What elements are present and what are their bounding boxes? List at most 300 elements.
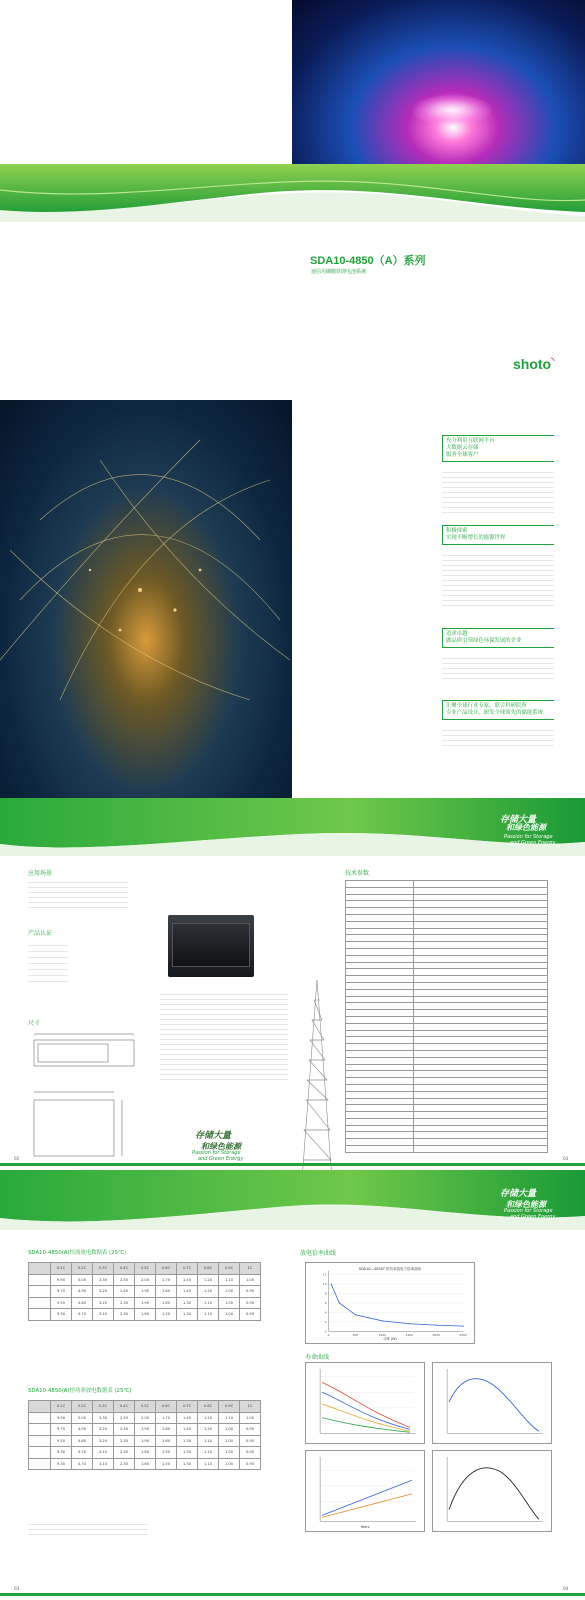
spec-cell xyxy=(346,914,414,921)
spec-cell xyxy=(414,969,548,976)
table-cell: 1.70 xyxy=(156,1412,177,1424)
intro-section-1 xyxy=(442,435,554,516)
spec-row xyxy=(346,1146,548,1153)
data-point xyxy=(339,1302,340,1303)
table-cell: 1.40 xyxy=(177,1424,198,1436)
table-cell: 1.30 xyxy=(177,1458,198,1470)
table-cell: 1.00 xyxy=(219,1297,240,1309)
spec-cell xyxy=(346,996,414,1003)
table-row xyxy=(29,1297,261,1309)
spec-cell xyxy=(346,1125,414,1132)
table-cell: 4.70 xyxy=(72,1458,93,1470)
intro-heading xyxy=(442,628,554,648)
table-cell: 1.10 xyxy=(219,1412,240,1424)
spec-cell xyxy=(346,881,414,888)
spec-cell xyxy=(346,942,414,949)
slogan-line: 和绿色能源 xyxy=(506,823,546,832)
row-header-cell xyxy=(29,1435,51,1447)
table-row xyxy=(29,1274,261,1286)
table-cell: 4.80 xyxy=(72,1297,93,1309)
series-subtitle: 通信用磷酸铁锂电池系统 xyxy=(311,269,367,275)
light-flare xyxy=(412,95,492,125)
table-cell: 2.40 xyxy=(114,1424,135,1436)
slogan-cn-page4 xyxy=(500,1186,546,1210)
spec-row xyxy=(346,996,548,1003)
curves-title: 放电倍率曲线 xyxy=(300,1250,337,1257)
intro-body-text xyxy=(442,551,554,609)
data-point xyxy=(382,1320,383,1321)
spec-cell xyxy=(414,908,548,915)
spec-row xyxy=(346,1057,548,1064)
spec-cell xyxy=(414,1023,548,1030)
slogan-line: Passion for Storage xyxy=(504,834,553,840)
table-cell: 1.50 xyxy=(156,1309,177,1321)
spec-cell xyxy=(346,928,414,935)
data-point xyxy=(355,1314,356,1315)
table-cell: 1.10 xyxy=(198,1297,219,1309)
spec-cell xyxy=(414,1044,548,1051)
logo-mark: ◝ xyxy=(551,356,555,365)
column-header-cell: 1C xyxy=(240,1263,261,1275)
table-cell: 0.90 xyxy=(240,1424,261,1436)
spec-cell xyxy=(346,989,414,996)
spec-cell xyxy=(346,1050,414,1057)
table1-wrapper xyxy=(28,1262,261,1321)
spec-row xyxy=(346,1105,548,1112)
dimension-title: 尺寸 xyxy=(28,1020,41,1027)
chart-xlabel: Years xyxy=(360,1525,370,1530)
row-header-cell xyxy=(29,1309,51,1321)
column-header-cell: 0.5C xyxy=(135,1263,156,1275)
table-cell: 1.90 xyxy=(135,1435,156,1447)
slogan-line: and Green Energy xyxy=(510,1214,556,1220)
chart-series xyxy=(331,1284,464,1327)
slogan-line: and Green Energy xyxy=(510,840,556,846)
table-cell: 3.30 xyxy=(93,1274,114,1286)
intro-heading xyxy=(442,435,554,462)
spec-row xyxy=(346,1125,548,1132)
power-discharge-chart xyxy=(305,1262,475,1344)
spec-cell xyxy=(414,887,548,894)
table-cell: 1.00 xyxy=(219,1309,240,1321)
table-cell: 3.10 xyxy=(93,1309,114,1321)
column-header-cell: 0.3C xyxy=(93,1401,114,1413)
spec-cell xyxy=(414,935,548,942)
network-lines xyxy=(0,400,292,800)
series-line xyxy=(331,1284,463,1326)
table-cell: 4.80 xyxy=(72,1435,93,1447)
table-cell: 3.20 xyxy=(93,1435,114,1447)
table-cell: 1.20 xyxy=(198,1412,219,1424)
column-header-cell: 0.7C xyxy=(177,1401,198,1413)
spec-cell xyxy=(346,1139,414,1146)
row-header-cell xyxy=(29,1412,51,1424)
row-header-cell xyxy=(29,1424,51,1436)
spec-row xyxy=(346,1030,548,1037)
y-tick-label: 4 xyxy=(324,1310,327,1315)
spec-row xyxy=(346,1064,548,1071)
spec-cell xyxy=(414,1064,548,1071)
discharge-current-table xyxy=(28,1262,261,1321)
data-point xyxy=(331,1284,332,1285)
life-chart-depth xyxy=(432,1362,552,1444)
application-title: 应用场景 xyxy=(28,870,53,877)
spec-cell xyxy=(346,1030,414,1037)
table1-title: SDA10-4850(A)恒流放电数据表 (25℃) xyxy=(28,1250,127,1256)
table-cell: 9.50 xyxy=(51,1435,72,1447)
spec-cell xyxy=(346,969,414,976)
spec-row xyxy=(346,1139,548,1146)
spec-cell xyxy=(346,1044,414,1051)
table-cell: 2.30 xyxy=(114,1309,135,1321)
spec-row xyxy=(346,1003,548,1010)
row-header-cell xyxy=(29,1458,51,1470)
spec-cell xyxy=(346,1010,414,1017)
certification-title: 产品认证 xyxy=(28,930,53,937)
spec-row xyxy=(346,1132,548,1139)
table-cell: 1.30 xyxy=(177,1435,198,1447)
spec-cell xyxy=(346,1084,414,1091)
spec-row xyxy=(346,1084,548,1091)
spec-cell xyxy=(346,1057,414,1064)
table-cell: 0.90 xyxy=(240,1447,261,1459)
spec-cell xyxy=(346,921,414,928)
table-cell: 9.30 xyxy=(51,1309,72,1321)
brand-name: shoto xyxy=(513,356,552,372)
column-header-cell: 0.1C xyxy=(51,1401,72,1413)
page-footer-bar xyxy=(0,1593,585,1596)
table-cell: 1.20 xyxy=(198,1424,219,1436)
spec-cell xyxy=(414,1125,548,1132)
table-cell: 3.20 xyxy=(93,1286,114,1298)
certification-list xyxy=(28,940,68,984)
chart-title: SDA10—4850T 恒功率放电下倍率曲线 xyxy=(358,1266,422,1271)
spec-cell xyxy=(346,1098,414,1105)
intro-section-2 xyxy=(442,525,554,609)
heading-line: 做品质引领绿色环保发展的企业 xyxy=(446,638,522,644)
spec-cell xyxy=(346,894,414,901)
table-cell: 0.90 xyxy=(240,1286,261,1298)
spec-row xyxy=(346,901,548,908)
y-tick-label: 8 xyxy=(324,1291,327,1296)
table-cell: 1.70 xyxy=(156,1274,177,1286)
slogan-line: and Green Energy xyxy=(198,1156,244,1162)
spec-row xyxy=(346,1010,548,1017)
table-cell: 5.00 xyxy=(72,1412,93,1424)
intro-heading xyxy=(442,700,554,720)
spec-row xyxy=(346,1016,548,1023)
spec-cell xyxy=(346,1064,414,1071)
life-chart-temperature xyxy=(305,1362,425,1444)
heading-line: 充分利用互联网平台 xyxy=(446,438,495,444)
table-cell: 9.90 xyxy=(51,1274,72,1286)
spec-cell xyxy=(414,982,548,989)
column-header-cell: 0.2C xyxy=(72,1401,93,1413)
spec-row xyxy=(346,908,548,915)
table-cell: 1.00 xyxy=(219,1435,240,1447)
column-header-cell: 0.9C xyxy=(219,1263,240,1275)
column-header-cell: 0.3C xyxy=(93,1263,114,1275)
table-cell: 9.50 xyxy=(51,1297,72,1309)
spec-row xyxy=(346,969,548,976)
table-cell: 1.30 xyxy=(177,1447,198,1459)
spec-cell xyxy=(414,1003,548,1010)
spec-cell xyxy=(414,1139,548,1146)
table-cell: 1.60 xyxy=(156,1424,177,1436)
table-row xyxy=(29,1424,261,1436)
row-header-cell xyxy=(29,1274,51,1286)
spec-cell xyxy=(346,908,414,915)
page-number: 03 xyxy=(14,1586,20,1591)
page-number: 03 xyxy=(563,1156,569,1161)
table-cell: 1.50 xyxy=(156,1447,177,1459)
curve-series-c xyxy=(322,1404,410,1431)
table-cell: 3.10 xyxy=(93,1447,114,1459)
data-point xyxy=(409,1323,410,1324)
data-point xyxy=(436,1325,437,1326)
table-cell: 4.90 xyxy=(72,1424,93,1436)
table-cell: 9.70 xyxy=(51,1424,72,1436)
table-cell: 1.40 xyxy=(177,1286,198,1298)
spec-row xyxy=(346,935,548,942)
table-cell: 1.90 xyxy=(135,1297,156,1309)
spec-cell xyxy=(414,1091,548,1098)
table-row xyxy=(29,1401,261,1413)
spec-cell xyxy=(414,1084,548,1091)
spec-cell xyxy=(414,914,548,921)
slogan-cn xyxy=(506,822,546,833)
spec-cell xyxy=(346,962,414,969)
spec-row xyxy=(346,921,548,928)
table-cell: 9.30 xyxy=(51,1447,72,1459)
slogan-line: Passion for Storage xyxy=(504,1208,553,1214)
spec-row xyxy=(346,1037,548,1044)
heading-line: 实现不断增长的能源世界 xyxy=(446,535,506,541)
spec-cell xyxy=(414,1030,548,1037)
specs-title: 技术参数 xyxy=(345,870,370,877)
spec-cell xyxy=(414,1146,548,1153)
row-header-cell xyxy=(29,1447,51,1459)
spec-cell xyxy=(346,982,414,989)
spec-cell xyxy=(414,1078,548,1085)
spec-row xyxy=(346,928,548,935)
spec-cell xyxy=(414,989,548,996)
spec-row xyxy=(346,887,548,894)
table-cell: 1.10 xyxy=(198,1435,219,1447)
table-cell: 9.30 xyxy=(51,1458,72,1470)
intro-body-text xyxy=(442,726,554,750)
table-cell: 1.90 xyxy=(135,1286,156,1298)
column-header-cell: 0.2C xyxy=(72,1263,93,1275)
table-row xyxy=(29,1286,261,1298)
table-cell: 3.10 xyxy=(93,1458,114,1470)
spec-cell xyxy=(414,955,548,962)
table-cell: 1.40 xyxy=(177,1412,198,1424)
spec-row xyxy=(346,942,548,949)
table-cell: 4.70 xyxy=(72,1309,93,1321)
spec-cell xyxy=(414,962,548,969)
spec-row xyxy=(346,976,548,983)
intro-section-3 xyxy=(442,628,554,682)
x-tick-label: 2500 xyxy=(459,1333,467,1338)
table-cell: 1.30 xyxy=(177,1309,198,1321)
battery-unit-photo xyxy=(168,915,254,977)
heading-line: 汇聚全球行业专家，联合科研院所 xyxy=(446,703,527,709)
column-header-cell: 0.1C xyxy=(51,1263,72,1275)
row-header-cell xyxy=(29,1263,51,1275)
y-tick-label: 2 xyxy=(324,1319,327,1324)
slogan-cn-page3 xyxy=(195,1128,241,1152)
y-tick-label: 0 xyxy=(324,1329,327,1334)
table-cell: 1.90 xyxy=(135,1424,156,1436)
row-header-cell xyxy=(29,1401,51,1413)
spec-cell xyxy=(346,1003,414,1010)
column-header-cell: 0.9C xyxy=(219,1401,240,1413)
y-tick-label: 10 xyxy=(322,1282,327,1287)
table-cell: 1.00 xyxy=(219,1447,240,1459)
table-row xyxy=(29,1412,261,1424)
spec-cell xyxy=(346,948,414,955)
slogan-en-page3 xyxy=(192,1150,243,1162)
spec-cell xyxy=(414,1016,548,1023)
table-cell: 2.50 xyxy=(114,1274,135,1286)
table-cell: 1.60 xyxy=(156,1286,177,1298)
spec-table xyxy=(345,880,548,1153)
footnote xyxy=(28,1520,148,1538)
heading-line: 大数据云存储 xyxy=(446,445,479,451)
curve-series-d xyxy=(322,1418,410,1433)
spec-cell xyxy=(346,1105,414,1112)
table-cell: 1.00 xyxy=(219,1286,240,1298)
application-text xyxy=(28,878,128,908)
table-cell: 1.40 xyxy=(177,1274,198,1286)
page-number: 04 xyxy=(563,1586,569,1591)
life-chart-years xyxy=(305,1450,425,1532)
table-cell: 2.30 xyxy=(114,1447,135,1459)
table-cell: 9.90 xyxy=(51,1412,72,1424)
page-number: 02 xyxy=(14,1156,20,1161)
table-cell: 1.80 xyxy=(135,1458,156,1470)
table-cell: 0.90 xyxy=(240,1458,261,1470)
x-tick-label: 1500 xyxy=(405,1333,414,1338)
spec-cell xyxy=(414,901,548,908)
column-header-cell: 0.6C xyxy=(156,1263,177,1275)
spec-cell xyxy=(346,1091,414,1098)
y-tick-label: 12 xyxy=(322,1272,327,1277)
slogan-en xyxy=(504,834,555,846)
table-cell: 3.20 xyxy=(93,1424,114,1436)
spec-row xyxy=(346,881,548,888)
spec-cell xyxy=(346,976,414,983)
spec-cell xyxy=(414,1050,548,1057)
spec-row xyxy=(346,1044,548,1051)
table2-wrapper xyxy=(28,1400,261,1470)
spec-cell xyxy=(346,1037,414,1044)
table-cell: 1.80 xyxy=(135,1309,156,1321)
spec-row xyxy=(346,955,548,962)
spec-row xyxy=(346,1112,548,1119)
page-footer-bar xyxy=(0,1163,585,1166)
table-cell: 3.30 xyxy=(93,1412,114,1424)
spec-cell xyxy=(414,1118,548,1125)
column-header-cell: 0.6C xyxy=(156,1401,177,1413)
table-cell: 1.00 xyxy=(219,1458,240,1470)
table-row xyxy=(29,1458,261,1470)
discharge-power-table xyxy=(28,1400,261,1470)
spec-cell xyxy=(414,1132,548,1139)
slogan-en-page4 xyxy=(504,1208,555,1220)
column-header-cell: 0.8C xyxy=(198,1401,219,1413)
chart-xlabel: 功率 (W) xyxy=(383,1337,397,1342)
life-curves-title: 寿命曲线 xyxy=(305,1354,330,1361)
spec-cell xyxy=(346,1023,414,1030)
spec-cell xyxy=(414,1112,548,1119)
intro-heading xyxy=(442,525,554,545)
column-header-cell: 0.4C xyxy=(114,1401,135,1413)
curve-series xyxy=(449,1468,539,1519)
heading-line: 专业产品设计，研发全球领先的储能系统 xyxy=(446,710,544,716)
slogan-line: 存储大量 xyxy=(500,1189,537,1199)
spec-cell xyxy=(414,1057,548,1064)
table-cell: 9.70 xyxy=(51,1286,72,1298)
curve-series xyxy=(449,1379,539,1432)
mid-wave-band xyxy=(0,798,585,856)
column-header-cell: 0.4C xyxy=(114,1263,135,1275)
table-cell: 1.20 xyxy=(198,1286,219,1298)
slogan-line: 存储大量 xyxy=(195,1131,232,1141)
table-cell: 1.10 xyxy=(219,1274,240,1286)
spec-cell xyxy=(346,1146,414,1153)
spec-cell xyxy=(414,1037,548,1044)
spec-cell xyxy=(346,901,414,908)
spec-row xyxy=(346,1071,548,1078)
x-tick-label: 1000 xyxy=(378,1333,387,1338)
table-cell: 1.20 xyxy=(198,1274,219,1286)
table-row xyxy=(29,1447,261,1459)
intro-section-4 xyxy=(442,700,554,750)
spec-cell xyxy=(346,1112,414,1119)
spec-row xyxy=(346,982,548,989)
table-row xyxy=(29,1435,261,1447)
x-tick-label: 500 xyxy=(352,1333,359,1338)
cover-photo xyxy=(292,0,585,170)
curve-series-b xyxy=(322,1392,410,1429)
column-header-cell: 1C xyxy=(240,1401,261,1413)
spec-row xyxy=(346,1091,548,1098)
table-cell: 5.00 xyxy=(72,1274,93,1286)
table-cell: 0.90 xyxy=(240,1435,261,1447)
table-cell: 2.30 xyxy=(114,1435,135,1447)
table-cell: 2.30 xyxy=(114,1297,135,1309)
table-cell: 1.10 xyxy=(198,1458,219,1470)
row-header-cell xyxy=(29,1286,51,1298)
intro-body-text xyxy=(442,468,554,516)
slogan-line: 和绿色能源 xyxy=(506,1200,546,1209)
spec-row xyxy=(346,962,548,969)
column-header-cell: 0.5C xyxy=(135,1401,156,1413)
table2-title: SDA10-4850(A)恒功率放电数据表 (25℃) xyxy=(28,1388,132,1394)
spec-cell xyxy=(414,1098,548,1105)
page4-wave-band xyxy=(0,1170,585,1230)
spec-cell xyxy=(346,1016,414,1023)
earth-network-photo xyxy=(0,400,292,800)
table-cell: 2.30 xyxy=(114,1458,135,1470)
table-cell: 1.10 xyxy=(198,1309,219,1321)
product-description xyxy=(160,990,288,1080)
table-cell: 1.80 xyxy=(135,1447,156,1459)
heading-line: 服务全球客户 xyxy=(446,452,479,458)
chart-ticks xyxy=(323,1273,467,1337)
